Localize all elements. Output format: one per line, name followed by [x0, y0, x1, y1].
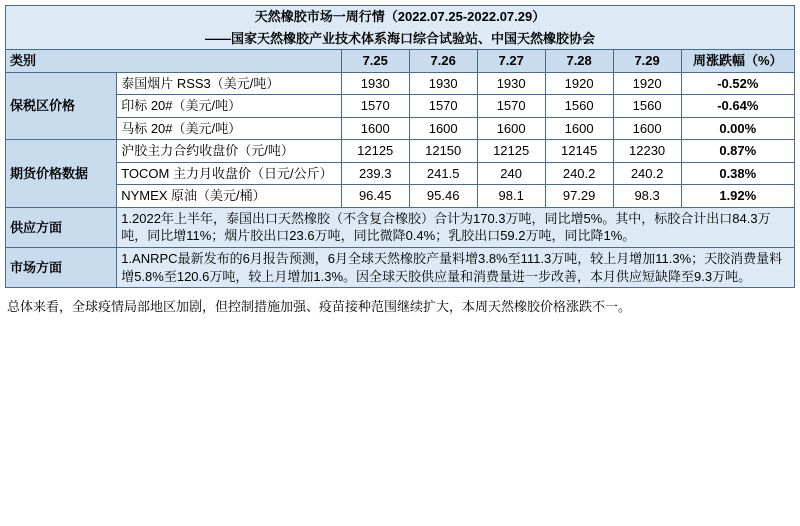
cell-change: 0.00% [681, 117, 794, 140]
note-label-supply: 供应方面 [6, 207, 117, 247]
cell-value: 1930 [341, 72, 409, 95]
cell-value: 241.5 [409, 162, 477, 185]
subtitle-row [6, 28, 795, 50]
report-sheet [0, 5, 800, 526]
column-header-category: 类别 [6, 50, 342, 73]
cell-value: 12230 [613, 140, 681, 163]
group-label-futures: 期货价格数据 [6, 140, 117, 208]
cell-value: 1560 [545, 95, 613, 118]
cell-value: 239.3 [341, 162, 409, 185]
cell-value: 1920 [545, 72, 613, 95]
cell-value: 12150 [409, 140, 477, 163]
cell-value: 12145 [545, 140, 613, 163]
note-row-supply [6, 207, 795, 247]
cell-value: 240.2 [545, 162, 613, 185]
cell-value: 1600 [409, 117, 477, 140]
market-table [5, 5, 795, 288]
cell-value: 98.1 [477, 185, 545, 208]
cell-change: 0.87% [681, 140, 794, 163]
cell-value: 1600 [341, 117, 409, 140]
report-title: 天然橡胶市场一周行情（2022.07.25-2022.07.29） [6, 6, 795, 28]
row-label: 马标 20#（美元/吨） [117, 117, 342, 140]
table-row [6, 117, 795, 140]
column-header-date-0: 7.25 [341, 50, 409, 73]
column-header-date-2: 7.27 [477, 50, 545, 73]
cell-value: 97.29 [545, 185, 613, 208]
table-row [6, 185, 795, 208]
cell-change: 1.92% [681, 185, 794, 208]
cell-value: 1570 [477, 95, 545, 118]
note-text-market: 1.ANRPC最新发布的6月报告预测，6月全球天然橡胶产量料增3.8%至111.3万吨，较上月增加11.3%；天胶消费量料增5.8%至120.6万吨，较上月增加1.3%。因全球天胶供应量和消费量进一步改善，本月供应短缺降至9.3万吨。 [117, 248, 795, 288]
cell-change: 0.38% [681, 162, 794, 185]
table-row [6, 72, 795, 95]
cell-change: -0.64% [681, 95, 794, 118]
row-label: 泰国烟片 RSS3（美元/吨） [117, 72, 342, 95]
cell-value: 1930 [409, 72, 477, 95]
title-row [6, 6, 795, 28]
report-subtitle: ――国家天然橡胶产业技术体系海口综合试验站、中国天然橡胶协会 [6, 28, 795, 50]
summary-text: 总体来看，全球疫情局部地区加剧，但控制措施加强、疫苗接种范围继续扩大，本周天然橡胶价格涨跌不一。 [7, 299, 632, 315]
row-label: 沪胶主力合约收盘价（元/吨） [117, 140, 342, 163]
cell-value: 12125 [341, 140, 409, 163]
cell-value: 1570 [341, 95, 409, 118]
column-header-date-3: 7.28 [545, 50, 613, 73]
cell-value: 1560 [613, 95, 681, 118]
cell-value: 95.46 [409, 185, 477, 208]
cell-change: -0.52% [681, 72, 794, 95]
note-text-supply: 1.2022年上半年，泰国出口天然橡胶（不含复合橡胶）合计为170.3万吨，同比增5%。其中，标胶合计出口84.3万吨，同比增11%；烟片胶出口23.6万吨，同比微降0.4%；乳胶出口59.2万吨，同比降1%。 [117, 207, 795, 247]
column-header-change: 周涨跌幅（%） [681, 50, 794, 73]
row-label: TOCOM 主力月收盘价（日元/公斤） [117, 162, 342, 185]
table-row [6, 95, 795, 118]
cell-value: 12125 [477, 140, 545, 163]
cell-value: 1920 [613, 72, 681, 95]
note-row-market [6, 248, 795, 288]
table-row [6, 140, 795, 163]
table-row [6, 162, 795, 185]
cell-value: 240.2 [613, 162, 681, 185]
column-header-date-4: 7.29 [613, 50, 681, 73]
cell-value: 96.45 [341, 185, 409, 208]
cell-value: 1600 [477, 117, 545, 140]
cell-value: 1600 [613, 117, 681, 140]
cell-value: 1930 [477, 72, 545, 95]
cell-value: 1600 [545, 117, 613, 140]
group-label-bonded-zone: 保税区价格 [6, 72, 117, 140]
cell-value: 98.3 [613, 185, 681, 208]
row-label: 印标 20#（美元/吨） [117, 95, 342, 118]
note-label-market: 市场方面 [6, 248, 117, 288]
cell-value: 240 [477, 162, 545, 185]
cell-value: 1570 [409, 95, 477, 118]
column-header-row [6, 50, 795, 73]
column-header-date-1: 7.26 [409, 50, 477, 73]
row-label: NYMEX 原油（美元/桶） [117, 185, 342, 208]
